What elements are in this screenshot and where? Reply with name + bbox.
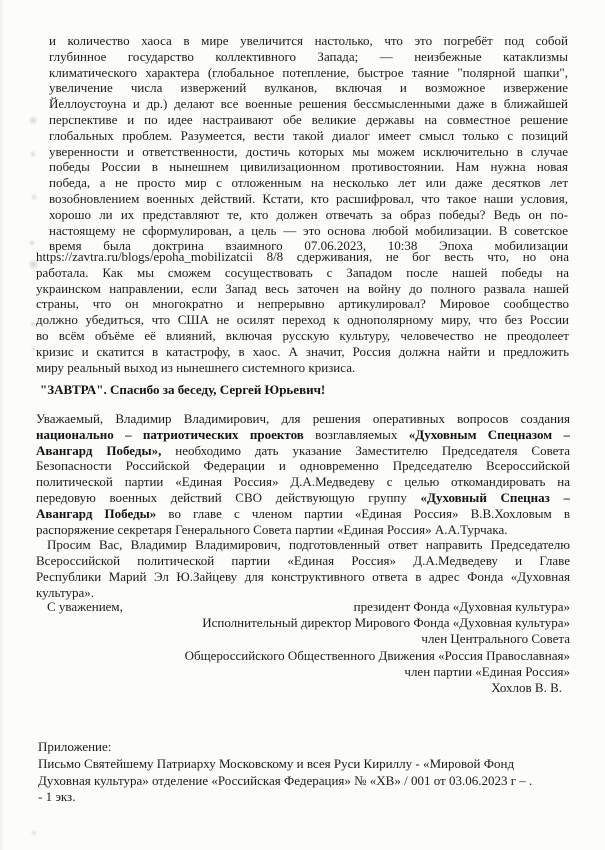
appeal-paragraph-line-1: Уважаемый, Владимир Владимирович, для решения оперативных вопросов создания <box>36 411 570 426</box>
text-segment: передовую военных действий СВО действующую группу <box>36 489 421 505</box>
appeal-paragraph-line-6 <box>36 490 570 506</box>
appeal-paragraph-line-8: распоряжение секретаря Генерального Совета партии «Единая Россия» А.А.Турчака. <box>36 521 508 537</box>
interview-continuation-paragraph-line-7: глобальных проблем. Разумеется, вести такой диалог имеет смысл только с позиций <box>49 127 568 143</box>
appeal-paragraph-line-12: культура». <box>36 584 95 600</box>
interview-continuation-paragraph-line-13: настоящему не сформулирован, а цель — это основа любой мобилизации. В советское <box>49 222 568 238</box>
interview-continuation-paragraph-line-6: перспективе и по идее настраивают обе великие державы на совместное решение <box>49 111 568 127</box>
interview-continuation-paragraph-line-14: время была доктрина взаимного 07.06.2023, 10:38 Эпоха мобилизации <box>49 238 568 254</box>
interview-continuation-paragraph-2-line-4: страны, что он многократно и непрерывно артикулировал? Мировое сообщество <box>36 296 569 312</box>
appeal-paragraph-line-3 <box>36 443 570 459</box>
interview-continuation-paragraph-line-11: возобновлением военных действий. Кстати, кто расшифровал, что такое наши условия, <box>49 190 568 206</box>
interview-continuation-paragraph-2-line-3: украинском направлении, если Запад весь заточен на войну до полного развала нашей <box>36 280 569 296</box>
appeal-paragraph-line-4: Безопасности Российской Федерации и одновременно Председателю Всероссийской <box>36 458 570 474</box>
signature-block-line-4: Общероссийского Общественного Движения «Россия Православная» <box>184 647 570 663</box>
interview-continuation-paragraph-line-3: климатического характера (глобальное потепление, быстрое таяние "полярной шапки", <box>49 64 568 80</box>
appeal-paragraph <box>36 411 570 601</box>
interview-continuation-paragraph-2-line-2: работала. Как мы сможем сосуществовать с Западом после нашей победы на <box>36 264 569 280</box>
interview-closing-heading <box>40 382 569 398</box>
bold-text-segment: национально – патриотических проектов <box>36 426 304 442</box>
signature-block <box>36 599 570 696</box>
text-segment: необходимо дать указание Заместителю Председателя Совета <box>161 442 570 458</box>
scan-smudge <box>31 193 37 201</box>
signature-block-line-3: член Центрального Совета <box>421 631 570 647</box>
interview-continuation-paragraph-2-line-8: миру реальный выход из нынешнего системного кризиса. <box>36 359 356 375</box>
signature-block-line-1 <box>36 599 570 615</box>
interview-continuation-paragraph-2-line-6: во всём объёме её влияний, включая русскую культуру, человечество не преодолеет <box>36 327 569 343</box>
bold-text-segment: Авангард Победы» <box>36 505 157 521</box>
bold-text-segment: «Духовный Спецназ – <box>420 489 570 505</box>
signature-block-left-text: С уважением, <box>47 599 123 614</box>
attachment-block <box>38 739 575 806</box>
interview-continuation-paragraph-2-line-1: https://zavtra.ru/blogs/epoha_mobilizatcii 8/8 сдерживания, не бог весть что, но она <box>36 249 569 264</box>
appeal-paragraph-line-2 <box>36 427 570 443</box>
interview-continuation-paragraph-line-2: глубинное государство коллективного Запада; — неизбежные катаклизмы <box>49 48 568 64</box>
interview-continuation-paragraph-line-10: победа, а не просто мир с отложенным на несколько лет или даже десятков лет <box>49 175 568 191</box>
appeal-paragraph-line-10: Всероссийской политической партии «Единая Россия» Д.А.Медведеву и Главе <box>36 553 570 569</box>
signature-block-line-5: член партии «Единая Россия» <box>404 663 570 679</box>
interview-continuation-paragraph-2-line-7: кризис и скатится в катастрофу, в хаос. А значит, Россия должна найти и предложить <box>36 343 569 359</box>
signature-block-line-6: Хохлов В. В. <box>491 679 562 695</box>
text-segment: возглавляемых <box>303 426 409 442</box>
appeal-paragraph-line-5: политической партии «Единая Россия» Д.А.Медведеву с целью откомандировать на <box>36 474 570 490</box>
interview-continuation-paragraph-line-12: хорошо ли их представляют те, кто должен отвечать за образ победы? Ведь он по- <box>49 206 568 222</box>
interview-continuation-paragraph-line-1: и количество хаоса в мире увеличится настолько, что это погребёт под собой <box>49 33 568 48</box>
signature-block-line-2: Исполнительный директор Мирового Фонда «Духовная культура» <box>202 615 570 631</box>
appeal-paragraph-line-11: Республики Марий Эл Ю.Зайцеву для конструктивного ответа в адрес Фонда «Духовная <box>36 568 570 584</box>
appeal-paragraph-line-7 <box>36 506 570 522</box>
bold-text-segment: Авангард Победы», <box>36 442 162 458</box>
interview-continuation-paragraph-line-8: уверенности и ответственности, достичь которых мы можем исключительно в случае <box>49 143 568 159</box>
interview-continuation-paragraph-line-4: увеличение числа извержений вулканов, включая и возможное извержение <box>49 80 568 96</box>
interview-continuation-paragraph <box>49 33 568 254</box>
attachment-block-line-3: Духовная культура» отделение «Российская Федерация» № «ХВ» / 001 от 03.06.2023 г – . <box>38 772 533 788</box>
appeal-paragraph-line-9: Просим Вас, Владимир Владимирович, подготовленный ответ направить Председателю <box>47 537 570 553</box>
scan-smudge <box>29 115 37 126</box>
text-segment: во главе с членом партии «Единая Россия» В.В.Хохловым в <box>156 505 570 521</box>
interview-continuation-paragraph-2 <box>36 249 569 375</box>
interview-closing-heading-line-1 <box>40 382 569 398</box>
scan-smudge <box>29 239 35 247</box>
scan-smudge <box>31 829 37 837</box>
bold-text-segment: "ЗАВТРА". Спасибо за беседу, Сергей Юрьевич! <box>40 382 326 397</box>
interview-continuation-paragraph-line-5: Йеллоустоуна и др.) делают все военные решения бессмысленными даже в ближайшей <box>49 96 568 112</box>
interview-continuation-paragraph-2-line-5: должно убедиться, что США не осилят переход к однополярному миру, что без России <box>36 312 569 328</box>
attachment-block-line-4: - 1 экз. <box>38 789 76 805</box>
bold-text-segment: «Духовным Спецназом – <box>408 426 570 442</box>
attachment-block-line-1: Приложение: <box>38 739 112 754</box>
interview-continuation-paragraph-line-9: победы России в нынешнем цивилизационном противостоянии. Нам нужна новая <box>49 159 568 175</box>
signature-block-right-text: президент Фонда «Духовная культура» <box>353 599 570 614</box>
scan-smudge <box>30 150 36 158</box>
attachment-block-line-2: Письмо Святейшему Патриарху Московскому и всея Руси Кириллу - «Мировой Фонд <box>38 755 515 771</box>
